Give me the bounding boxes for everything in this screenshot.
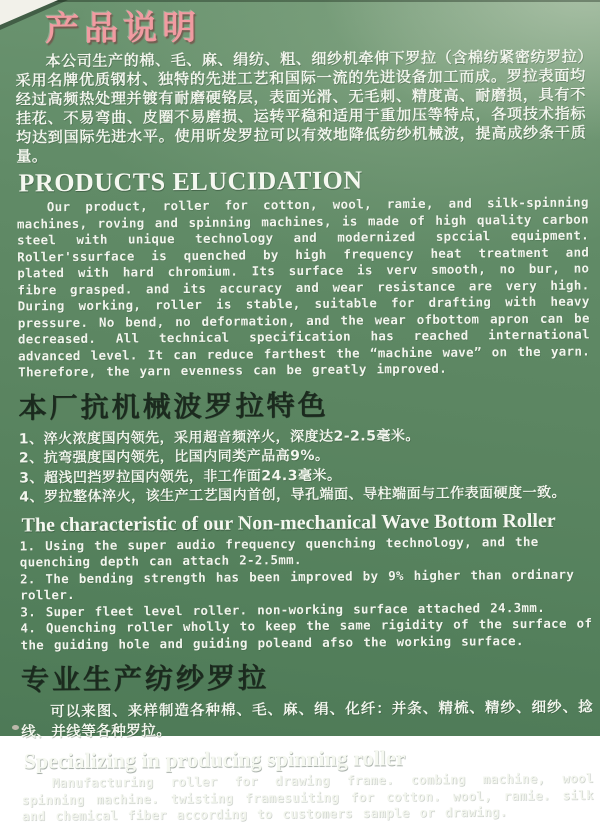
features-en-item-3: 3. Super fleet level roller. non-working surface attached 24.3mm. — [20, 599, 546, 619]
features-list-en — [20, 533, 593, 653]
products-elucidation-paragraph: Our product, roller for cotton, wool, ramie, and silk-spinning machines, roving and spinning machines, is made of high quality carbon steel with unique technology and modernized spccial equipment. Roller'ssurface is quenched by high frequency heat treatment and plated with hard chromium. Its surface is verv smooth, no bur, no fibre grasped. and its accuracy and wear resistance are very high. During working, roller is stable, suitable for drafting with heavy pressure. No bend, no deformation, and the wear ofbottom apron can be decreased. All technical specification has reached international advanced level. It can reduce farthest the “machine wave” on the yarn. Therefore, the yarn evenness can be greatly improved. — [16, 194, 591, 380]
features-list-cn — [19, 425, 592, 508]
features-cn-item-3: 3、超浅凹挡罗拉国内领先，非工作面24.3毫米。 — [19, 467, 342, 486]
section-heading-specializing-en: Specializing in producing spinning roller — [23, 745, 406, 774]
section-heading-features-en: The characteristic of our Non-mechanical Wave Bottom Roller — [21, 509, 556, 536]
specializing-paragraph-cn: 可以来图、来样制造各种棉、毛、麻、绢、化纤：并条、精梳、精纱、细纱、捻线、并线等各种罗拉。 — [21, 699, 594, 741]
features-cn-item-4: 4、罗拉整体淬火，该生产工艺国内首创，导孔端面、导柱端面与工作表面硬度一致。 — [19, 484, 567, 506]
features-cn-item-2: 2、抗弯强度国内领先，比国内同类产品高9%。 — [18, 447, 330, 467]
page-title: 产品说明 — [45, 7, 202, 50]
features-en-item-1: 1. Using the super audio frequency quenching technology, and the quenching depth can attach 2-2.5mm. — [19, 533, 539, 570]
features-en-item-2: 2. The bending strength has been improved by 9% higher than ordinary roller. — [19, 566, 575, 603]
intro-paragraph-cn: 本公司生产的棉、毛、麻、绢纺、粗、细纱机牵伸下罗拉（含棉纺紧密纺罗拉）采用名牌优质钢材、独特的先进工艺和国际一流的先进设备加工而成。罗拉表面均经过高频热处理并镀有耐磨硬铬层，表面光滑、无毛刺、精度高、耐磨损，具有不挂花、不易弯曲、皮圈不易磨损、运转平稳和适用于重加压等特点，各项技术指标均达到国际先进水平。使用昕发罗拉可以有效地降低纺纱机械波，提高成纱条干质量。 — [15, 47, 587, 166]
features-cn-item-1: 1、淬火浓度国内领先，采用超音频淬火，深度达2-2.5毫米。 — [18, 427, 420, 447]
features-en-item-4: 4. Quenching roller wholly to keep the same rigidity of the surface of the guiding hole and guiding poleand afso the working surface. — [20, 615, 593, 652]
specializing-paragraph-en: Manufacturing roller for drawing frame. combing machine, wool spinning machine. twisting framesuiting for cotton. wool, ramie. silk and chemical fiber according to customers sample or drawing. — [21, 770, 595, 824]
section-heading-specializing-cn: 专业生产纺纱罗拉 — [20, 661, 270, 697]
section-heading-features-cn: 本厂抗机械波罗拉特色 — [18, 388, 329, 424]
section-heading-products-elucidation: PRODUCTS ELUCIDATION — [18, 165, 363, 198]
